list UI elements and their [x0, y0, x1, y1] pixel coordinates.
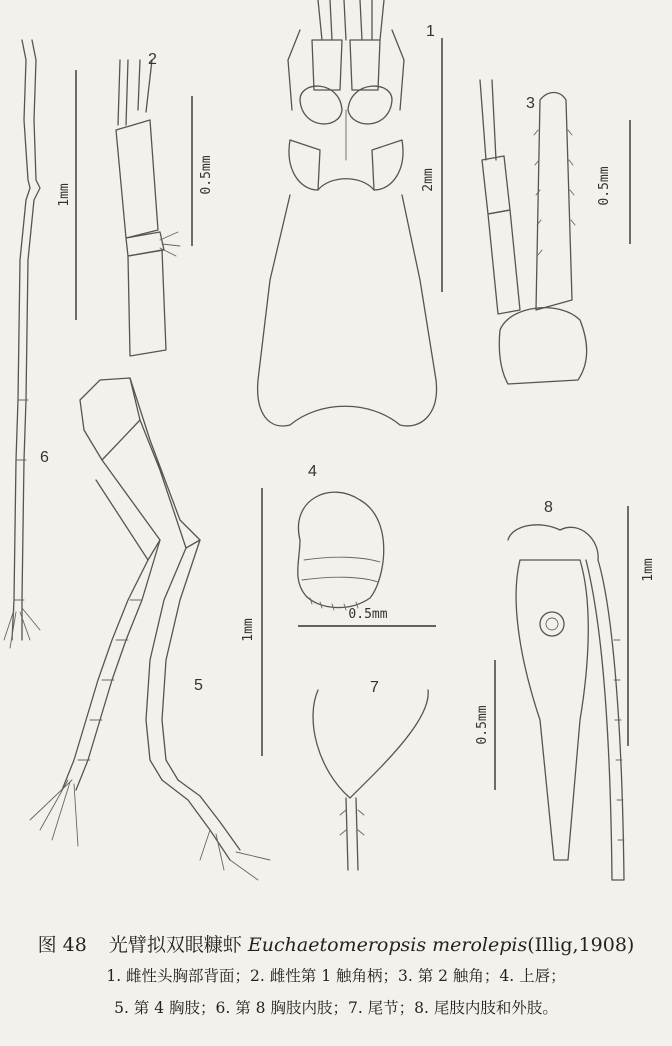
- drawing-uropod: [508, 525, 624, 880]
- species-name-latin: Euchaetomeropsis merolepis: [247, 934, 528, 956]
- panel-number-4: 4: [308, 463, 317, 480]
- drawing-antenna1-peduncle: [116, 60, 180, 356]
- species-name-cn: 光臂拟双眼糠虾: [108, 934, 242, 956]
- figure-caption-title: [0, 930, 672, 957]
- scale-label-05mm-c: 0.5mm: [597, 166, 612, 206]
- scale-label-1mm-a: 1mm: [57, 183, 72, 207]
- figure-legend-line-2: 5. 第 4 胸肢；6. 第 8 胸肢内肢；7. 尾节；8. 尾肢内肢和外肢。: [114, 999, 558, 1017]
- panel-number-6: 6: [40, 449, 49, 466]
- scale-label-05mm-b: 0.5mm: [199, 155, 214, 195]
- scale-label-1mm-d: 1mm: [241, 618, 256, 642]
- panel-number-2: 2: [148, 51, 157, 68]
- drawing-upper-lip: [298, 492, 384, 610]
- drawing-4th-thoracopod: [30, 378, 270, 880]
- panel-number-7: 7: [370, 679, 379, 696]
- figure-legend-line-1: 1. 雌性头胸部背面；2. 雌性第 1 触角柄；3. 第 2 触角；4. 上唇；: [106, 967, 566, 985]
- drawing-8th-thoracopod-endopod: [4, 40, 40, 648]
- species-author: (Illig,1908): [527, 934, 635, 956]
- panel-number-1: 1: [426, 23, 435, 40]
- panel-number-8: 8: [544, 499, 553, 516]
- panel-number-3: 3: [526, 95, 535, 112]
- drawing-telson: [313, 690, 428, 870]
- scale-label-1mm-f: 1mm: [641, 558, 656, 582]
- scale-label-05mm-g: 0.5mm: [475, 705, 490, 745]
- figure-label: 图 48: [37, 934, 87, 956]
- panel-number-5: 5: [194, 677, 203, 694]
- drawing-antenna2: [480, 80, 587, 384]
- scale-label-05mm-e: 0.5mm: [348, 607, 388, 622]
- drawing-cephalothorax-dorsal: [258, 0, 437, 426]
- scale-label-2mm: 2mm: [421, 168, 436, 192]
